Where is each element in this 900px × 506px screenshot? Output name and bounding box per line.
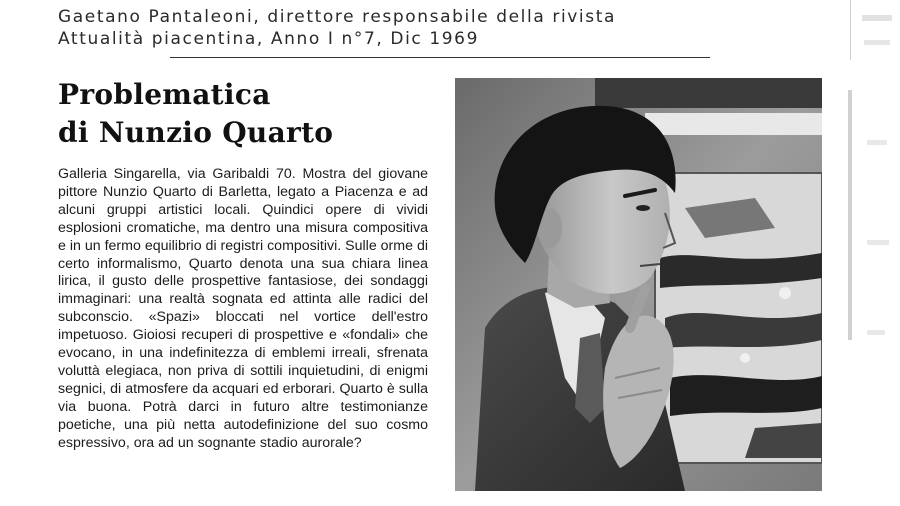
article-body: Galleria Singarella, via Garibaldi 70. Mostra del giovane pittore Nunzio Quarto di Barletta, legato a Piacenza e ad alcuni gruppi artistici locali. Quindici opere di vividi esplosioni cromatiche, ma dentro una misura compositiva e in un fermo equilibrio di registri compositivi. Sulle orme di certo informalismo, Quarto denota una sua chiara linea lirica, il gusto delle prospettive fantasiose, dei sondaggi immaginari: una realtà sognata ed attinta alle radici del subconscio. «Spazi» bloccati nel vortice dell'estro impetuoso. Gioiosi recuperi di prospettive e «fondali» che evocano, in una indefinitezza di emblemi irreali, sfrenata voluttà elegiaca, non priva di sottili inquietudini, di enigmi segnici, di atmosfere da acquari ed erborari. Quarto è sulla via buona. Potrà darci in futuro altre testimonianze poetiche, una più netta autodefinizione del suo cosmo espressivo, ora ad un sognante stadio aurorale?	[58, 166, 428, 451]
portrait-photo	[455, 78, 822, 491]
header-line-2: Attualità piacentina, Anno I n°7, Dic 1969	[58, 29, 480, 49]
portrait-photo-illustration	[455, 78, 822, 491]
source-header	[58, 6, 778, 50]
scan-edge-shadow	[842, 0, 900, 506]
header-line-1: Gaetano Pantaleoni, direttore responsabile della rivista	[58, 7, 616, 27]
article-title	[58, 76, 418, 152]
article-title-line-2: di Nunzio Quarto	[58, 116, 334, 149]
article-title-line-1: Problematica	[58, 78, 271, 111]
scan-edge-illustration	[842, 0, 900, 506]
header-divider	[170, 57, 710, 58]
